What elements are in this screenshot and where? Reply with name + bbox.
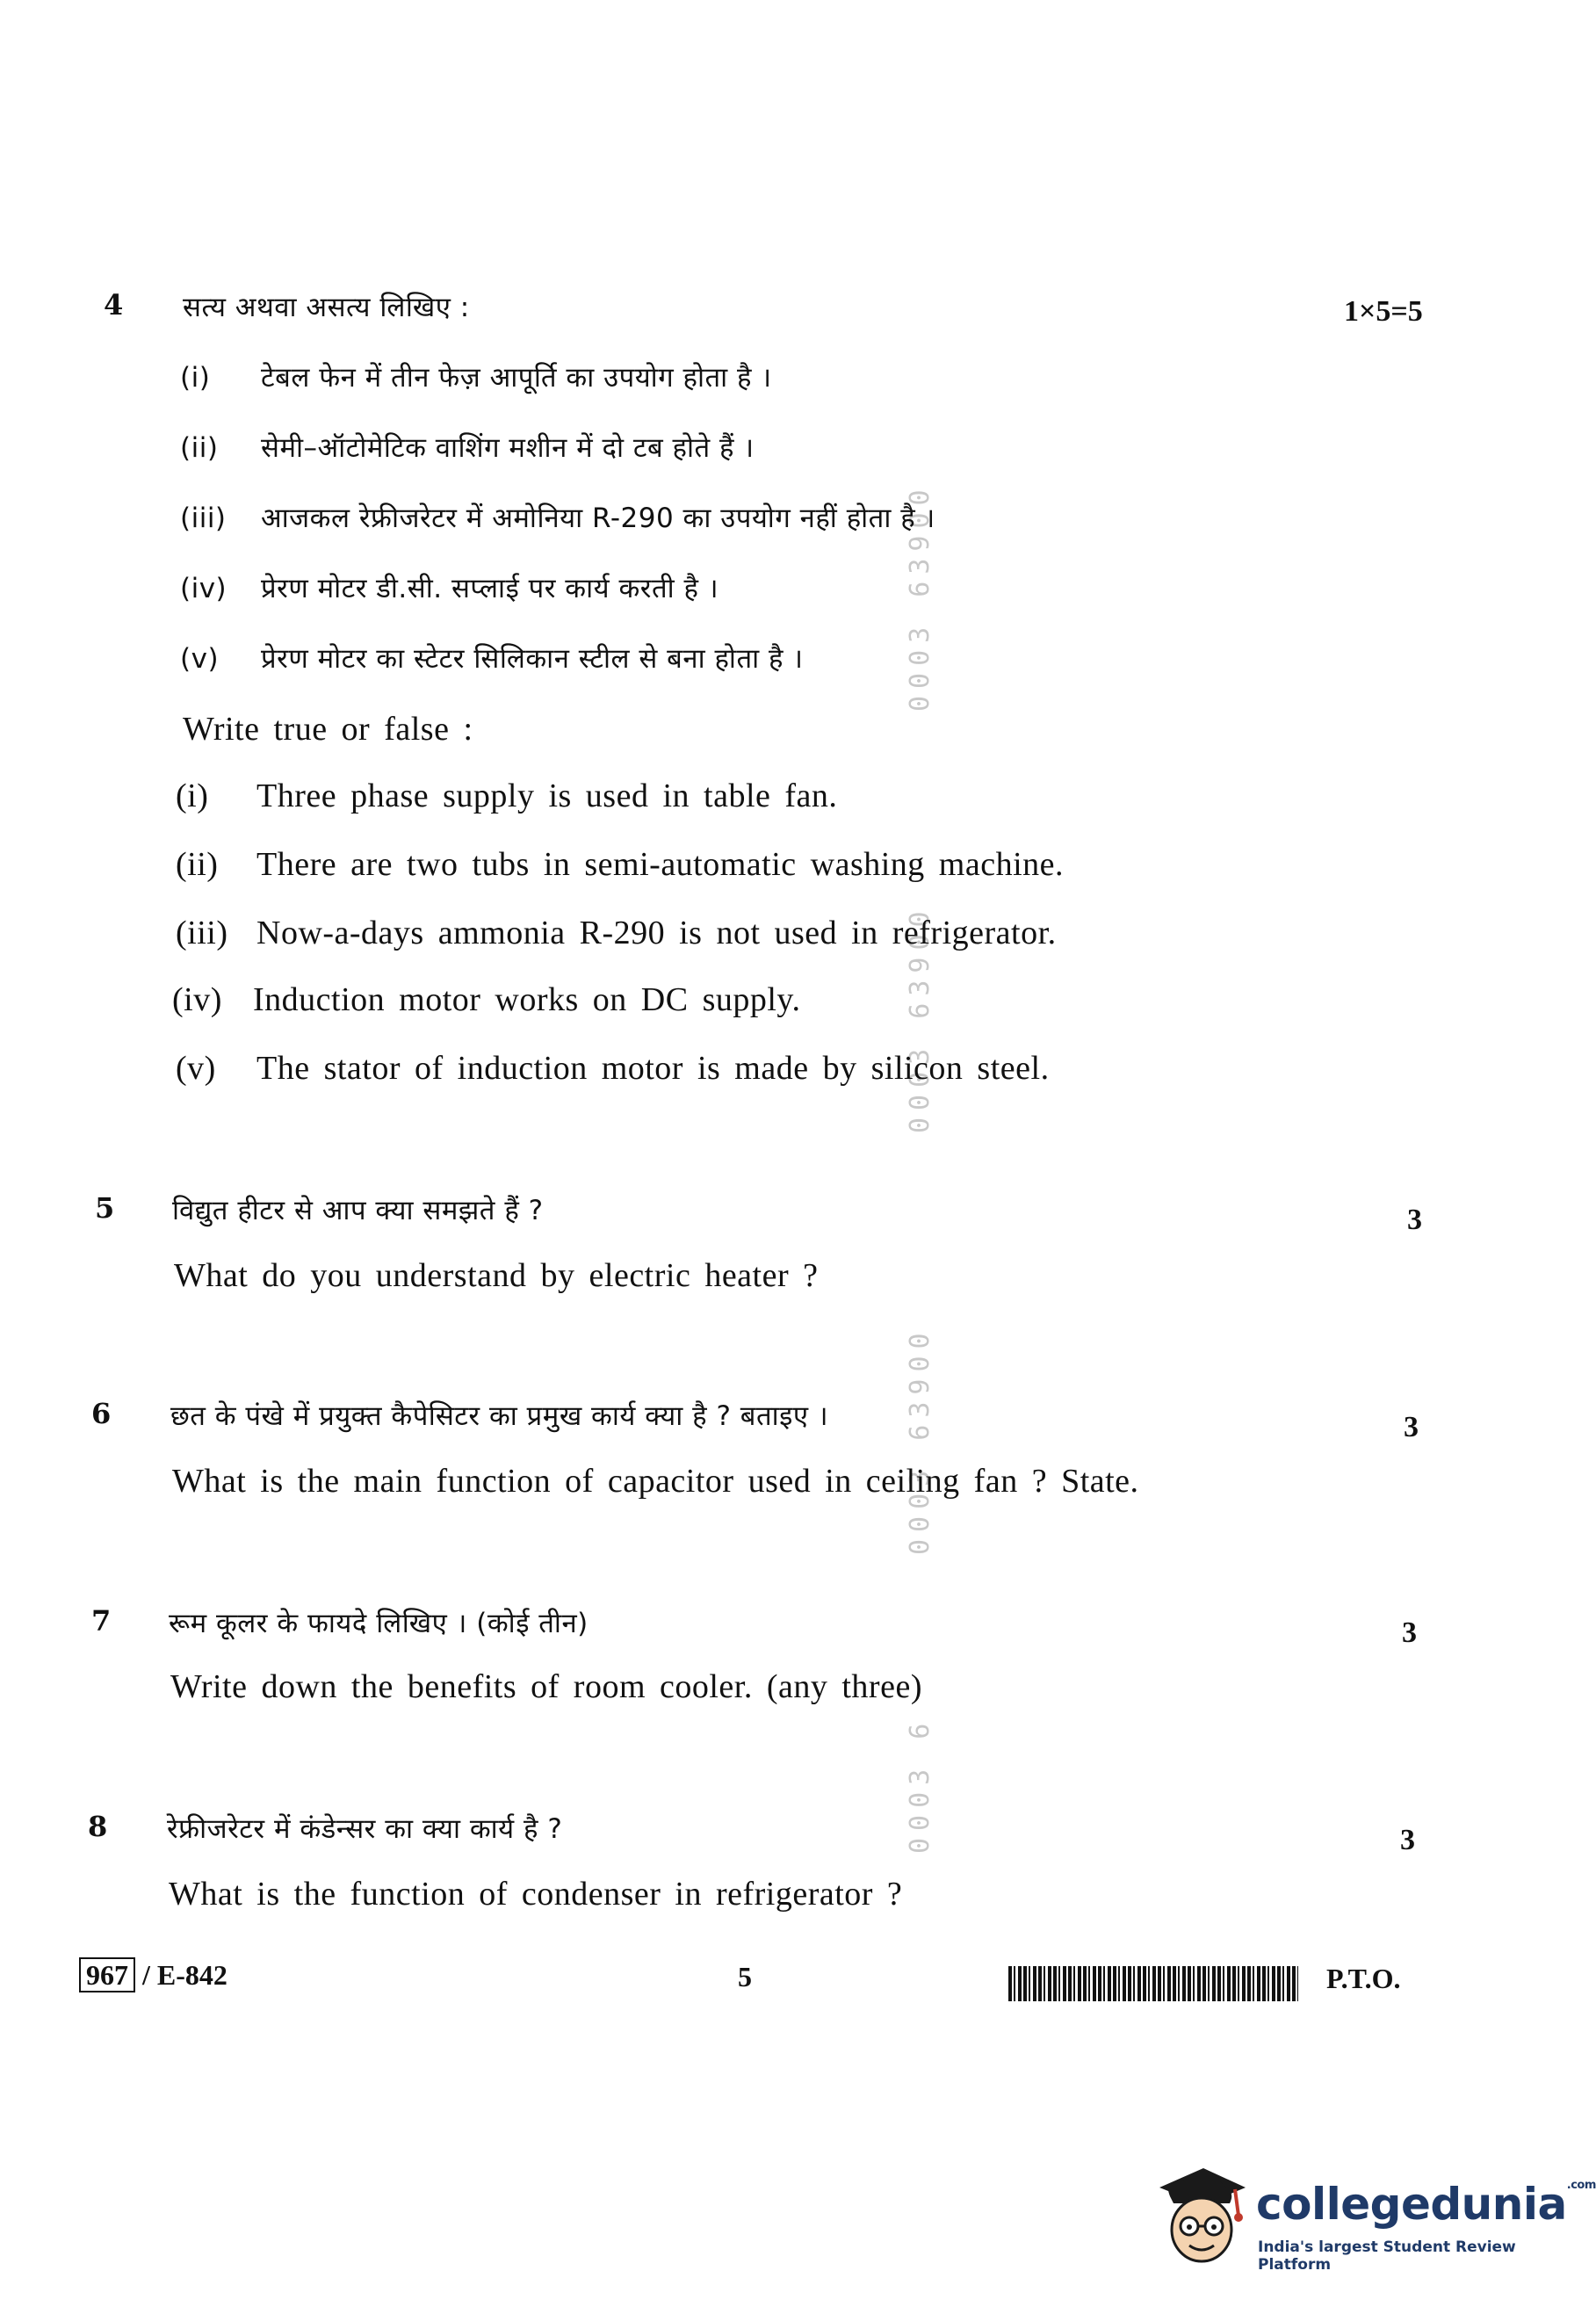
q4-english-item-5: (v) The stator of induction motor is made by silicon steel. xyxy=(176,1050,1050,1087)
q7-marks: 3 xyxy=(1402,1616,1417,1649)
q4-english-item-4: (iv) Induction motor works on DC supply. xyxy=(172,981,801,1018)
q4-hindi-heading: सत्य अथवा असत्य लिखिए : xyxy=(183,292,470,323)
barcode xyxy=(1008,1966,1298,2001)
question-number-6: 6 xyxy=(91,1397,112,1430)
collegedunia-brand xyxy=(1151,2152,1596,2284)
q4-hindi-item-3: (iii) आजकल रेफ्रीजरेटर में अमोनिया R-290 का उपयोग नहीं होता है । xyxy=(180,503,935,534)
q4-english-item-3: (iii) Now-a-days ammonia R-290 is not used in refrigerator. xyxy=(176,915,1057,951)
question-number-5: 5 xyxy=(95,1191,115,1225)
q4-hindi-item-5: (v) प्रेरण मोटर का स्टेटर सिलिकान स्टील से बना होता है । xyxy=(180,643,804,675)
pto-label: P.T.O. xyxy=(1326,1963,1401,1994)
paper-code xyxy=(79,1959,227,1992)
q6-marks: 3 xyxy=(1404,1411,1419,1443)
q4-english-item-2: (ii) There are two tubs in semi-automatic washing machine. xyxy=(176,846,1065,883)
paper-code-text: / E-842 xyxy=(142,1959,227,1991)
q4-marks: 1×5=5 xyxy=(1344,295,1423,328)
q4-hindi-item-4: (iv) प्रेरण मोटर डी.सी. सप्लाई पर कार्य करती है । xyxy=(180,573,719,604)
q7-english: Write down the benefits of room cooler. (any three) xyxy=(170,1668,922,1705)
q4-hindi-item-2: (ii) सेमी–ऑटोमेटिक वाशिंग मशीन में दो टब होते हैं । xyxy=(180,432,755,464)
question-number-8: 8 xyxy=(88,1810,108,1843)
q8-english: What is the function of condenser in refrigerator ? xyxy=(169,1876,903,1913)
mascot-icon xyxy=(1151,2161,1247,2267)
q6-english: What is the main function of capacitor used in ceiling fan ? State. xyxy=(172,1463,1139,1500)
q4-english-item-1: (i) Three phase supply is used in table fan. xyxy=(176,777,838,814)
q7-hindi: रूम कूलर के फायदे लिखिए । (कोई तीन) xyxy=(169,1608,589,1639)
question-number-4: 4 xyxy=(104,288,124,322)
paper-code-box: 967 xyxy=(79,1957,135,1992)
q6-hindi: छत के पंखे में प्रयुक्त कैपेसिटर का प्रमुख कार्य क्या है ? बताइए । xyxy=(170,1400,829,1432)
q8-hindi: रेफ्रीजरेटर में कंडेन्सर का क्या कार्य है ? xyxy=(167,1813,563,1845)
brand-name: collegedunia$^{.com}$ xyxy=(1256,2179,1596,2230)
q8-marks: 3 xyxy=(1400,1824,1415,1856)
watermark: 0003 63900 0003 63900 0003 63900 0003 6 xyxy=(905,482,935,1854)
brand-tagline: India's largest Student Review Platform xyxy=(1258,2238,1516,2274)
q5-marks: 3 xyxy=(1407,1204,1422,1236)
q5-english: What do you understand by electric heater ? xyxy=(174,1257,819,1294)
question-number-7: 7 xyxy=(91,1604,112,1638)
page-number: 5 xyxy=(738,1961,752,1992)
q5-hindi: विद्युत हीटर से आप क्या समझते हैं ? xyxy=(172,1195,544,1226)
q4-hindi-item-1: (i) टेबल फेन में तीन फेज़ आपूर्ति का उपयोग होता है । xyxy=(180,362,772,394)
q4-english-heading: Write true or false : xyxy=(183,711,473,748)
